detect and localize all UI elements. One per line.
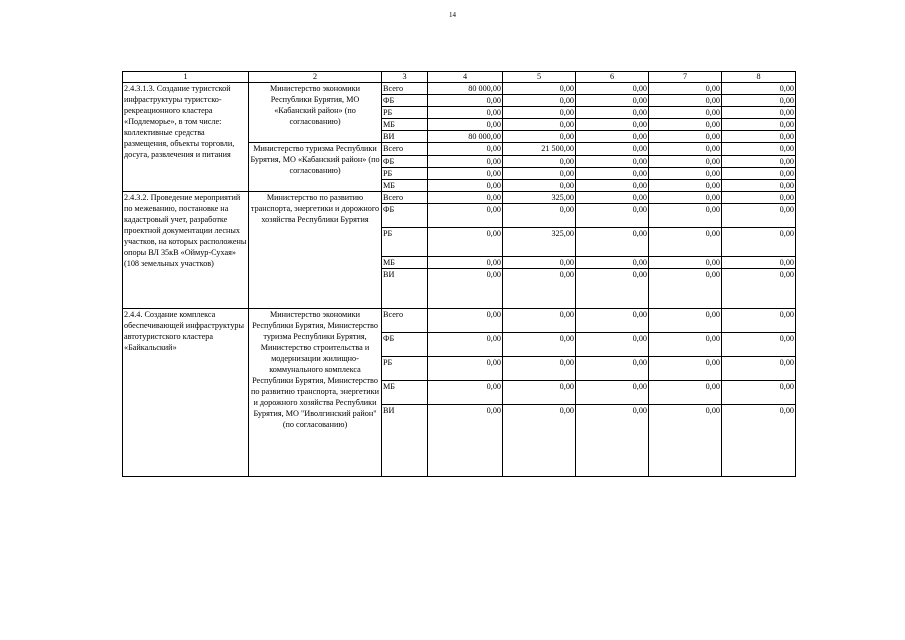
amount-cell: 0,00 bbox=[649, 83, 722, 95]
funding-source: ВИ bbox=[382, 269, 428, 309]
amount-cell: 0,00 bbox=[722, 405, 796, 477]
amount-cell: 0,00 bbox=[428, 204, 503, 228]
amount-cell: 0,00 bbox=[503, 333, 576, 357]
funding-source: Всего bbox=[382, 309, 428, 333]
funding-source: ФБ bbox=[382, 333, 428, 357]
amount-cell: 0,00 bbox=[649, 357, 722, 381]
amount-cell: 0,00 bbox=[428, 95, 503, 107]
amount-cell: 0,00 bbox=[649, 156, 722, 168]
amount-cell: 0,00 bbox=[722, 83, 796, 95]
column-header: 2 bbox=[249, 72, 382, 83]
amount-cell: 0,00 bbox=[649, 381, 722, 405]
amount-cell: 0,00 bbox=[649, 168, 722, 180]
column-header: 8 bbox=[722, 72, 796, 83]
amount-cell: 0,00 bbox=[722, 131, 796, 143]
amount-cell: 80 000,00 bbox=[428, 131, 503, 143]
column-header: 7 bbox=[649, 72, 722, 83]
responsible-agency: Министерство экономики Республики Бурятия, Министерство туризма Республики Бурятия, Министерство строительства и модернизации жилищно-коммунального комплекса Республики Бурятия, Министерство по развитию транспорта, энергетики и дорожного хозяйства Республики Бурятия, МО "Иволгинский район" (по согласованию) bbox=[249, 309, 382, 477]
amount-cell: 0,00 bbox=[503, 357, 576, 381]
amount-cell: 0,00 bbox=[649, 257, 722, 269]
amount-cell: 0,00 bbox=[649, 107, 722, 119]
amount-cell: 0,00 bbox=[722, 204, 796, 228]
amount-cell: 0,00 bbox=[576, 309, 649, 333]
table-row bbox=[123, 192, 796, 204]
page-number: 14 bbox=[449, 11, 456, 19]
amount-cell: 0,00 bbox=[503, 83, 576, 95]
amount-cell: 0,00 bbox=[722, 180, 796, 192]
amount-cell: 0,00 bbox=[576, 180, 649, 192]
amount-cell: 0,00 bbox=[576, 228, 649, 257]
responsible-agency: Министерство по развитию транспорта, энергетики и дорожного хозяйства Республики Бурятия bbox=[249, 192, 382, 309]
amount-cell: 0,00 bbox=[428, 269, 503, 309]
measure-description: 2.4.3.2. Проведение мероприятий по межеванию, постановке на кадастровый учет, разработке проектной документации лесных участков, на которых расположены опоры ВЛ 35кВ «Оймур-Сухая» (108 земельных участков) bbox=[123, 192, 249, 309]
measure-description: 2.4.4. Создание комплекса обеспечивающей инфраструктуры автотуристского кластера «Байкальский» bbox=[123, 309, 249, 477]
amount-cell: 80 000,00 bbox=[428, 83, 503, 95]
funding-source: Всего bbox=[382, 143, 428, 156]
amount-cell: 0,00 bbox=[503, 107, 576, 119]
amount-cell: 0,00 bbox=[576, 257, 649, 269]
amount-cell: 0,00 bbox=[428, 107, 503, 119]
amount-cell: 0,00 bbox=[503, 180, 576, 192]
amount-cell: 0,00 bbox=[649, 333, 722, 357]
amount-cell: 0,00 bbox=[428, 180, 503, 192]
funding-source: Всего bbox=[382, 83, 428, 95]
amount-cell: 0,00 bbox=[649, 405, 722, 477]
amount-cell: 0,00 bbox=[428, 143, 503, 156]
amount-cell: 0,00 bbox=[428, 168, 503, 180]
funding-source: РБ bbox=[382, 357, 428, 381]
amount-cell: 0,00 bbox=[722, 228, 796, 257]
amount-cell: 0,00 bbox=[722, 269, 796, 309]
amount-cell: 0,00 bbox=[649, 228, 722, 257]
budget-table bbox=[122, 71, 796, 477]
funding-source: РБ bbox=[382, 107, 428, 119]
funding-source: РБ bbox=[382, 168, 428, 180]
funding-source: ВИ bbox=[382, 405, 428, 477]
funding-source: ФБ bbox=[382, 95, 428, 107]
amount-cell: 0,00 bbox=[722, 119, 796, 131]
amount-cell: 0,00 bbox=[722, 168, 796, 180]
funding-source: Всего bbox=[382, 192, 428, 204]
table-row bbox=[123, 309, 796, 333]
amount-cell: 0,00 bbox=[576, 269, 649, 309]
funding-source: ВИ bbox=[382, 131, 428, 143]
amount-cell: 0,00 bbox=[722, 143, 796, 156]
amount-cell: 0,00 bbox=[722, 95, 796, 107]
amount-cell: 325,00 bbox=[503, 228, 576, 257]
amount-cell: 0,00 bbox=[576, 107, 649, 119]
amount-cell: 0,00 bbox=[428, 257, 503, 269]
amount-cell: 0,00 bbox=[428, 192, 503, 204]
amount-cell: 0,00 bbox=[503, 405, 576, 477]
amount-cell: 0,00 bbox=[503, 257, 576, 269]
amount-cell: 0,00 bbox=[428, 357, 503, 381]
funding-source: МБ bbox=[382, 180, 428, 192]
amount-cell: 0,00 bbox=[428, 119, 503, 131]
amount-cell: 0,00 bbox=[649, 269, 722, 309]
amount-cell: 0,00 bbox=[722, 156, 796, 168]
amount-cell: 0,00 bbox=[576, 204, 649, 228]
column-header: 6 bbox=[576, 72, 649, 83]
funding-source: ФБ bbox=[382, 156, 428, 168]
amount-cell: 0,00 bbox=[722, 381, 796, 405]
amount-cell: 0,00 bbox=[428, 381, 503, 405]
amount-cell: 0,00 bbox=[503, 119, 576, 131]
amount-cell: 0,00 bbox=[576, 131, 649, 143]
amount-cell: 0,00 bbox=[503, 309, 576, 333]
amount-cell: 0,00 bbox=[649, 119, 722, 131]
amount-cell: 0,00 bbox=[428, 333, 503, 357]
funding-source: МБ bbox=[382, 257, 428, 269]
amount-cell: 0,00 bbox=[722, 192, 796, 204]
responsible-agency: Министерство туризма Республики Бурятия, МО «Кабанский район» (по согласованию) bbox=[249, 143, 382, 192]
amount-cell: 0,00 bbox=[576, 156, 649, 168]
responsible-agency: Министерство экономики Республики Бурятия, МО «Кабанский район» (по согласованию) bbox=[249, 83, 382, 143]
amount-cell: 0,00 bbox=[503, 95, 576, 107]
amount-cell: 325,00 bbox=[503, 192, 576, 204]
amount-cell: 0,00 bbox=[428, 228, 503, 257]
amount-cell: 0,00 bbox=[722, 309, 796, 333]
funding-source: РБ bbox=[382, 228, 428, 257]
amount-cell: 0,00 bbox=[722, 107, 796, 119]
amount-cell: 0,00 bbox=[428, 405, 503, 477]
amount-cell: 0,00 bbox=[576, 192, 649, 204]
column-header: 3 bbox=[382, 72, 428, 83]
amount-cell: 0,00 bbox=[576, 83, 649, 95]
amount-cell: 0,00 bbox=[503, 131, 576, 143]
column-header: 5 bbox=[503, 72, 576, 83]
header-row bbox=[123, 72, 796, 83]
amount-cell: 0,00 bbox=[503, 269, 576, 309]
column-header: 1 bbox=[123, 72, 249, 83]
measure-description: 2.4.3.1.3. Создание туристской инфраструктуры туристско-рекреационного кластера «Подлеморье», в том числе: коллективные средства размещения, объекты торговли, досуга, развлечения и питания bbox=[123, 83, 249, 192]
amount-cell: 0,00 bbox=[649, 95, 722, 107]
amount-cell: 0,00 bbox=[576, 119, 649, 131]
amount-cell: 0,00 bbox=[649, 131, 722, 143]
amount-cell: 0,00 bbox=[722, 333, 796, 357]
amount-cell: 0,00 bbox=[576, 405, 649, 477]
funding-source: МБ bbox=[382, 119, 428, 131]
amount-cell: 0,00 bbox=[649, 180, 722, 192]
funding-source: ФБ bbox=[382, 204, 428, 228]
amount-cell: 0,00 bbox=[428, 156, 503, 168]
amount-cell: 0,00 bbox=[722, 257, 796, 269]
amount-cell: 0,00 bbox=[576, 381, 649, 405]
amount-cell: 0,00 bbox=[649, 204, 722, 228]
amount-cell: 0,00 bbox=[576, 333, 649, 357]
amount-cell: 21 500,00 bbox=[503, 143, 576, 156]
amount-cell: 0,00 bbox=[503, 381, 576, 405]
table-row bbox=[123, 83, 796, 95]
funding-source: МБ bbox=[382, 381, 428, 405]
column-header: 4 bbox=[428, 72, 503, 83]
amount-cell: 0,00 bbox=[576, 357, 649, 381]
amount-cell: 0,00 bbox=[576, 95, 649, 107]
amount-cell: 0,00 bbox=[503, 168, 576, 180]
amount-cell: 0,00 bbox=[576, 143, 649, 156]
amount-cell: 0,00 bbox=[503, 156, 576, 168]
amount-cell: 0,00 bbox=[576, 168, 649, 180]
amount-cell: 0,00 bbox=[649, 143, 722, 156]
amount-cell: 0,00 bbox=[649, 192, 722, 204]
amount-cell: 0,00 bbox=[428, 309, 503, 333]
amount-cell: 0,00 bbox=[503, 204, 576, 228]
amount-cell: 0,00 bbox=[649, 309, 722, 333]
amount-cell: 0,00 bbox=[722, 357, 796, 381]
